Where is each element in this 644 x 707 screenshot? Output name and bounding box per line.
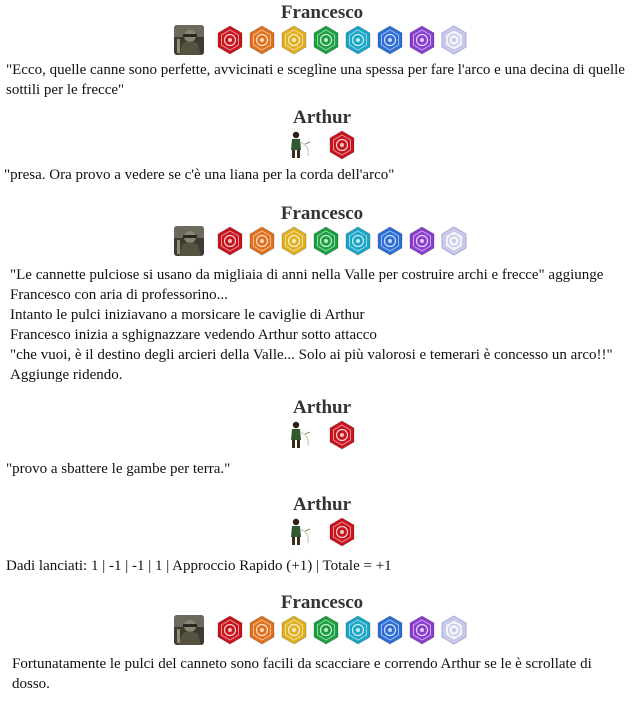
post-author: Francesco — [280, 592, 364, 613]
archer-avatar[interactable] — [286, 420, 312, 450]
post-line: "Ecco, quelle canne sono perfette, avvicinati e sceglìne una spessa per fare l'arco e una decina di quelle sottili per le frecce" — [6, 62, 625, 98]
post-line: "che vuoi, è il destino degli arcieri della Valle... Solo ai più valorosi e temerari è concesso un arco!!" Aggiunge ridendo. — [10, 347, 613, 383]
post — [0, 494, 644, 576]
knight-avatar[interactable] — [174, 25, 204, 55]
hexagon-badge-icon — [407, 615, 437, 645]
hexagon-badge-icon — [247, 226, 277, 256]
hexagon-badge-icon — [407, 226, 437, 256]
hexagon-badge-icon — [311, 615, 341, 645]
post-text — [0, 451, 644, 479]
badge-row — [0, 129, 644, 161]
badge-row — [0, 614, 644, 646]
post-author: Arthur — [292, 107, 352, 128]
hexagon-badge-icon — [279, 615, 309, 645]
archer-avatar[interactable] — [286, 130, 312, 160]
post-text — [0, 646, 644, 694]
hexagon-badge-icon — [215, 226, 245, 256]
post-author: Francesco — [280, 203, 364, 224]
post-author: Francesco — [280, 2, 364, 23]
post-text — [0, 257, 644, 385]
hexagon-badge-icon — [343, 226, 373, 256]
hexagon-badge-icon — [311, 226, 341, 256]
hexagon-badge-icon — [247, 25, 277, 55]
post-author: Arthur — [292, 494, 352, 515]
hexagon-badge-icon — [327, 130, 357, 160]
post-text — [0, 161, 644, 185]
post — [0, 592, 644, 694]
hexagon-badge-icon — [327, 420, 357, 450]
hexagon-badge-icon — [375, 226, 405, 256]
badge-row — [0, 24, 644, 56]
hexagon-badge-icon — [375, 25, 405, 55]
post-line: Fortunatamente le pulci del canneto sono facili da scacciare e correndo Arthur se le è scrollate di dosso. — [12, 656, 592, 692]
hexagon-badge-icon — [439, 25, 469, 55]
post-line: Francesco inizia a sghignazzare vedendo Arthur sotto attacco — [10, 327, 377, 343]
hexagon-badge-icon — [247, 615, 277, 645]
badge-row — [0, 516, 644, 548]
post-text — [0, 548, 644, 576]
post — [0, 2, 644, 100]
knight-avatar[interactable] — [174, 615, 204, 645]
badge-row — [0, 419, 644, 451]
post-line: Dadi lanciati: 1 | -1 | -1 | 1 | Approccio Rapido (+1) | Totale = +1 — [6, 558, 392, 574]
hexagon-badge-icon — [343, 615, 373, 645]
post — [0, 107, 644, 185]
hexagon-badge-icon — [311, 25, 341, 55]
hexagon-badge-icon — [327, 517, 357, 547]
post — [0, 397, 644, 479]
archer-avatar[interactable] — [286, 517, 312, 547]
hexagon-badge-icon — [215, 615, 245, 645]
hexagon-badge-icon — [375, 615, 405, 645]
post-line: "presa. Ora provo a vedere se c'è una liana per la corda dell'arco" — [4, 167, 395, 183]
hexagon-badge-icon — [439, 615, 469, 645]
hexagon-badge-icon — [279, 25, 309, 55]
hexagon-badge-icon — [439, 226, 469, 256]
hexagon-badge-icon — [279, 226, 309, 256]
hexagon-badge-icon — [215, 25, 245, 55]
post — [0, 203, 644, 385]
hexagon-badge-icon — [343, 25, 373, 55]
post-text — [0, 56, 644, 100]
post-author: Arthur — [292, 397, 352, 418]
knight-avatar[interactable] — [174, 226, 204, 256]
post-line: Intanto le pulci iniziavano a morsicare le caviglie di Arthur — [10, 307, 365, 323]
post-line: "Le cannette pulciose si usano da migliaia di anni nella Valle per costruire archi e frecce" aggiunge Francesco con aria di professorino... — [10, 267, 604, 303]
hexagon-badge-icon — [407, 25, 437, 55]
badge-row — [0, 225, 644, 257]
post-line: "provo a sbattere le gambe per terra." — [6, 461, 231, 477]
